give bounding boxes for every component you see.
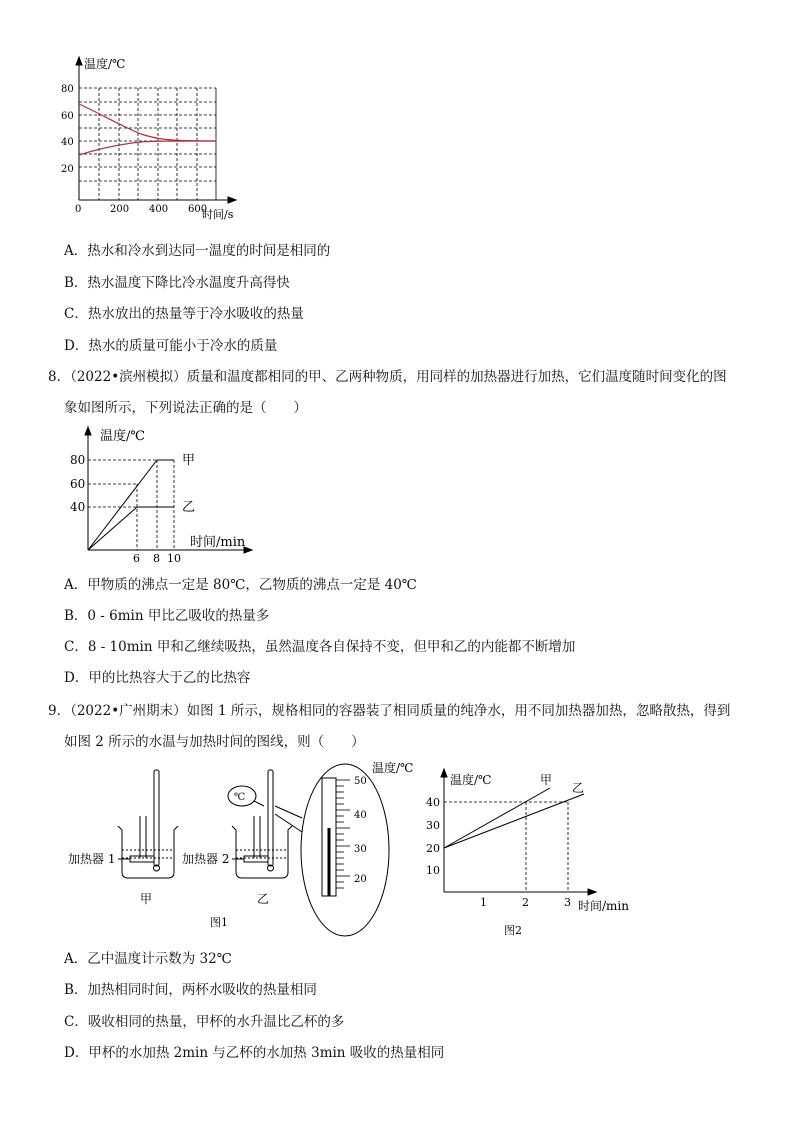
- y-tick: 60: [70, 477, 86, 491]
- series-label-yi: 乙: [182, 500, 196, 515]
- heater2-label: 加热器 2: [182, 852, 230, 866]
- y-tick: 10: [426, 864, 440, 877]
- scale-tick: 50: [354, 776, 367, 787]
- unit-bubble-text: ℃: [234, 792, 246, 803]
- q7-option-a: A．热水和冷水到达同一温度的时间是相同的: [64, 243, 331, 259]
- yi-line: [88, 507, 137, 550]
- scale-label: 温度/℃: [372, 761, 414, 775]
- scale-tick: 30: [354, 844, 367, 855]
- x-tick: 8: [153, 552, 160, 565]
- q7-option-d: D．热水的质量可能小于冷水的质量: [64, 338, 278, 354]
- q8-temperature-graph: [60, 422, 270, 567]
- q7-temperature-graph: [56, 52, 266, 227]
- q8-option-b: B．0 - 6min 甲比乙吸收的热量多: [64, 608, 270, 624]
- x-tick: 6: [133, 552, 140, 565]
- series-label-jia: 甲: [182, 453, 196, 468]
- scale-tick: 20: [354, 874, 367, 885]
- figure1-caption: 图1: [210, 916, 228, 929]
- x-tick: 200: [110, 204, 130, 215]
- scale-tick: 40: [354, 810, 367, 821]
- y-tick: 60: [61, 111, 74, 122]
- x-tick: 0: [75, 204, 82, 215]
- jia-line: [88, 460, 157, 550]
- y-tick: 20: [426, 842, 440, 855]
- x-tick: 1: [480, 896, 487, 909]
- q8-option-a: A．甲物质的沸点一定是 80℃，乙物质的沸点一定是 40℃: [64, 577, 417, 593]
- q8-stem-line2: 象如图所示，下列说法正确的是（ ）: [64, 400, 307, 416]
- q9-option-b: B．加热相同时间，两杯水吸收的热量相同: [64, 982, 317, 998]
- q9-stem-line1: 9．（2022•广州期末）如图 1 所示，规格相同的容器装了相同质量的纯净水，用不同加热器加热，忽略散热，得到: [48, 703, 731, 719]
- x-tick: 2: [522, 896, 529, 909]
- cold-water-curve: [79, 141, 216, 155]
- x-tick: 600: [188, 204, 208, 215]
- q8-option-d: D．甲的比热容大于乙的比热容: [64, 670, 251, 686]
- y-tick: 80: [70, 453, 86, 467]
- beaker2-label: 乙: [257, 892, 270, 906]
- x-tick: 3: [564, 896, 571, 909]
- magnifier-circle: [301, 764, 389, 936]
- hot-water-curve: [79, 104, 216, 141]
- y-axis-label: 温度/℃: [450, 773, 492, 787]
- x-axis-label: 时间/s: [202, 208, 234, 221]
- x-axis-label: 时间/min: [190, 535, 246, 550]
- y-tick: 20: [61, 164, 74, 175]
- x-tick: 400: [149, 204, 169, 215]
- y-tick: 30: [426, 819, 440, 832]
- beaker1-label: 甲: [140, 892, 153, 906]
- q9-option-a: A．乙中温度计示数为 32℃: [64, 951, 232, 967]
- q8-option-c: C．8 - 10min 甲和乙继续吸热，虽然温度各自保持不变，但甲和乙的内能都不断增加: [64, 639, 576, 655]
- y-tick: 80: [61, 84, 74, 95]
- y-axis-label: 温度/℃: [84, 57, 126, 71]
- jia-line: [444, 788, 550, 848]
- q9-stem-line2: 如图 2 所示的水温与加热时间的图线，则（ ）: [64, 734, 365, 750]
- q9-figure2-graph: [420, 764, 640, 939]
- figure2-caption: 图2: [504, 924, 522, 937]
- beaker-jia: [118, 770, 178, 878]
- q7-option-c: C．热水放出的热量等于冷水吸收的热量: [64, 306, 304, 322]
- q9-option-c: C．吸收相同的热量，甲杯的水升温比乙杯的多: [64, 1014, 345, 1030]
- heater1-label: 加热器 1: [68, 852, 116, 866]
- q9-option-d: D．甲杯的水加热 2min 与乙杯的水加热 3min 吸收的热量相同: [64, 1045, 445, 1061]
- x-tick: 10: [167, 552, 181, 565]
- y-tick: 40: [61, 137, 74, 148]
- series-label-jia: 甲: [540, 773, 553, 787]
- y-tick: 40: [70, 500, 86, 514]
- y-axis-label: 温度/℃: [100, 429, 145, 444]
- q8-stem-line1: 8．（2022•滨州模拟）质量和温度都相同的甲、乙两种物质，用同样的加热器进行加热，它们温度随时间变化的图: [48, 369, 727, 385]
- series-label-yi: 乙: [572, 781, 585, 795]
- q7-option-b: B．热水温度下降比冷水温度升高得快: [64, 275, 290, 291]
- q9-figure1-apparatus: [60, 758, 430, 938]
- y-tick: 40: [426, 796, 440, 809]
- x-axis-label: 时间/min: [578, 899, 629, 913]
